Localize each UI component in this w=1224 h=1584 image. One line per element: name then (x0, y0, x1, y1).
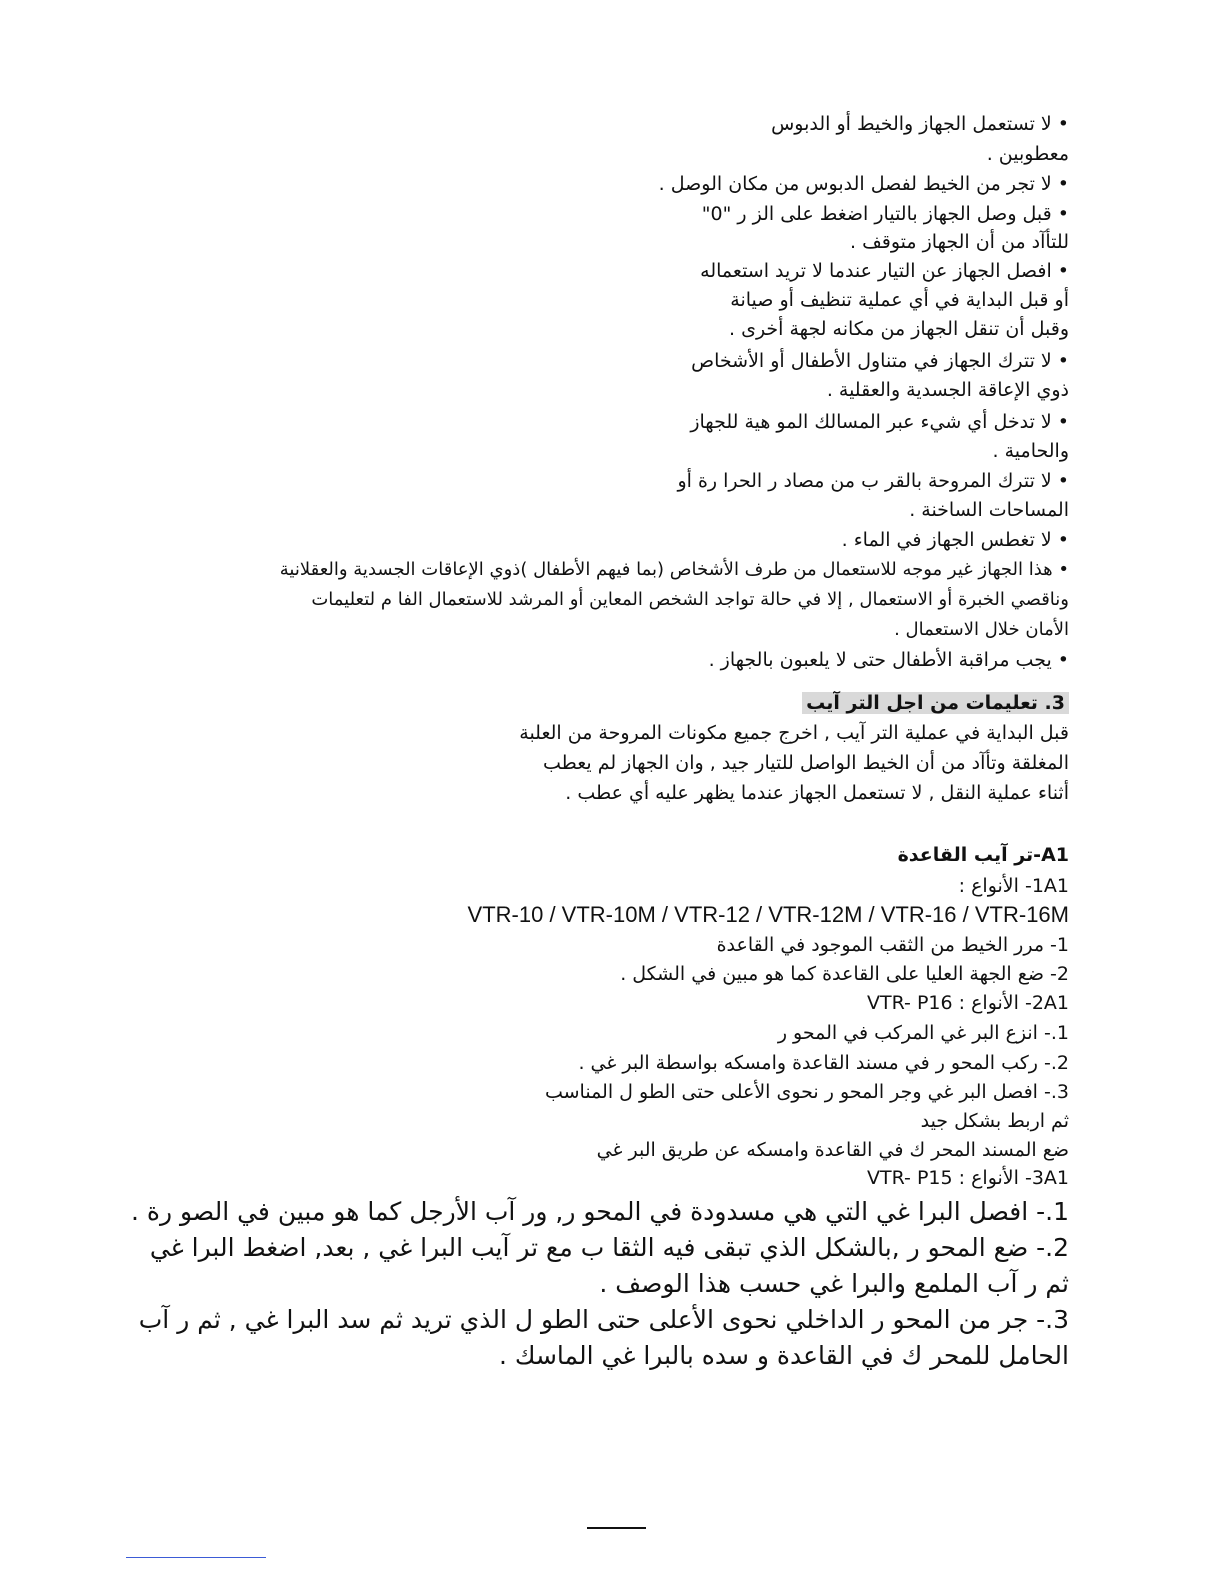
a1-title: A1-تر آيب القاعدة (897, 844, 1069, 866)
safety-bullet-5-line-2: ذوي الإعاقة الجسدية والعقلية . (826, 379, 1069, 401)
section-3-paragraph-line-2: المغلقة وتأآد من أن الخيط الواصل للتيار جيد , وان الجهاز لم يعطب (542, 752, 1069, 774)
safety-bullet-9-line-2: وناقصي الخبرة أو الاستعمال , إلا في حالة تواجد الشخص المعاين أو المرشد للاستعمال الفا م لتعليمات (311, 589, 1069, 610)
safety-bullet-4-line-3: وقبل أن تنقل الجهاز من مكانه لجهة أخرى . (729, 318, 1069, 340)
safety-bullet-7-line-2: المساحات الساخنة . (909, 499, 1069, 521)
a1-2-step-1: 1.- انزع البر غي المركب في المحو ر (777, 1022, 1069, 1044)
a1-3-step-3-line-1: 3.- جر من المحو ر الداخلي نحوى الأعلى حتى الطو ل الذي تريد ثم سد البرا غي , ثم ر آب (138, 1305, 1069, 1334)
safety-bullet-9-line-3: الأمان خلال الاستعمال . (894, 619, 1069, 640)
a1-1-models: VTR-10 / VTR-10M / VTR-12 / VTR-12M / VTR-16 / VTR-16M (467, 902, 1069, 927)
a1-3-step-2-line-2: ثم ر آب الملمع والبرا غي حسب هذا الوصف . (599, 1269, 1069, 1298)
a1-1-label: 1A1- الأنواع : (958, 875, 1069, 897)
safety-bullet-2: • لا تجر من الخيط لفصل الدبوس من مكان الوصل . (658, 173, 1069, 195)
a1-2-step-3-line-1: 3.- افصل البر غي وجر المحو ر نحوى الأعلى حتى الطو ل المناسب (544, 1081, 1069, 1103)
a1-3-step-2-line-1: 2.- ضع المحو ر ,بالشكل الذي تبقى فيه الثقا ب مع تر آيب البرا غي , بعد, اضغط البرا غي (149, 1233, 1069, 1262)
a1-2-step-2: 2.- ركب المحو ر في مسند القاعدة وامسكه بواسطة البر غي . (578, 1052, 1069, 1074)
a1-3-step-3-line-2: الحامل للمحر ك في القاعدة و سده بالبرا غي الماسك . (499, 1341, 1069, 1370)
a1-3-step-1: 1.- افصل البرا غي التي هي مسدودة في المحو ر, ور آب الأرجل كما هو مبين في الصو رة . (130, 1197, 1069, 1226)
safety-bullet-3-line-2: للتأآد من أن الجهاز متوقف . (850, 231, 1069, 253)
safety-bullet-8: • لا تغطس الجهاز في الماء . (841, 529, 1069, 551)
safety-bullet-5-line-1: • لا تترك الجهاز في متناول الأطفال أو الأشخاص (691, 350, 1069, 372)
safety-bullet-6-line-2: والحامية . (992, 440, 1069, 462)
a1-2-step-4: ضع المسند المحر ك في القاعدة وامسكه عن طريق البر غي (596, 1139, 1069, 1161)
footer-left-rule (126, 1557, 266, 1558)
safety-bullet-6-line-1: • لا تدخل أي شيء عبر المسالك المو هية للجهاز (690, 411, 1069, 433)
a1-1-step-1: 1- مرر الخيط من الثقب الموجود في القاعدة (716, 934, 1069, 956)
safety-bullet-7-line-1: • لا تترك المروحة بالقر ب من مصاد ر الحرا رة أو (677, 470, 1069, 492)
a1-1-step-2: 2- ضع الجهة العليا على القاعدة كما هو مبين في الشكل . (620, 963, 1069, 985)
safety-bullet-10: • يجب مراقبة الأطفال حتى لا يلعبون بالجهاز . (708, 649, 1069, 671)
section-3-paragraph-line-3: أثناء عملية النقل , لا تستعمل الجهاز عندما يظهر عليه أي عطب . (565, 782, 1069, 804)
a1-2-step-3-line-2: ثم اربط بشكل جيد (920, 1110, 1069, 1132)
a1-2-label: 2A1- الأنواع : VTR- P16 (867, 992, 1069, 1014)
safety-bullet-3-line-1: • قبل وصل الجهاز بالتيار اضغط على الز ر "0" (701, 203, 1069, 225)
a1-3-label: 3A1- الأنواع : VTR- P15 (867, 1167, 1069, 1189)
safety-bullet-4-line-2: أو قبل البداية في أي عملية تنظيف أو صيانة (730, 289, 1069, 311)
section-3-heading-text: 3. تعليمات من اجل التر آيب (802, 692, 1069, 714)
footer-center-rule (587, 1527, 646, 1529)
safety-bullet-1-line-2: معطوبين . (986, 143, 1069, 165)
section-3-paragraph-line-1: قبل البداية في عملية التر آيب , اخرج جميع مكونات المروحة من العلبة (519, 722, 1069, 744)
safety-bullet-9-line-1: • هذا الجهاز غير موجه للاستعمال من طرف الأشخاص (بما فيهم الأطفال )ذوي الإعاقات الجسدية والعقلانية (279, 559, 1069, 580)
safety-bullet-1-line-1: • لا تستعمل الجهاز والخيط أو الدبوس (771, 113, 1069, 135)
safety-bullet-4-line-1: • افصل الجهاز عن التيار عندما لا تريد استعماله (700, 260, 1069, 282)
section-3-heading (802, 690, 1069, 716)
